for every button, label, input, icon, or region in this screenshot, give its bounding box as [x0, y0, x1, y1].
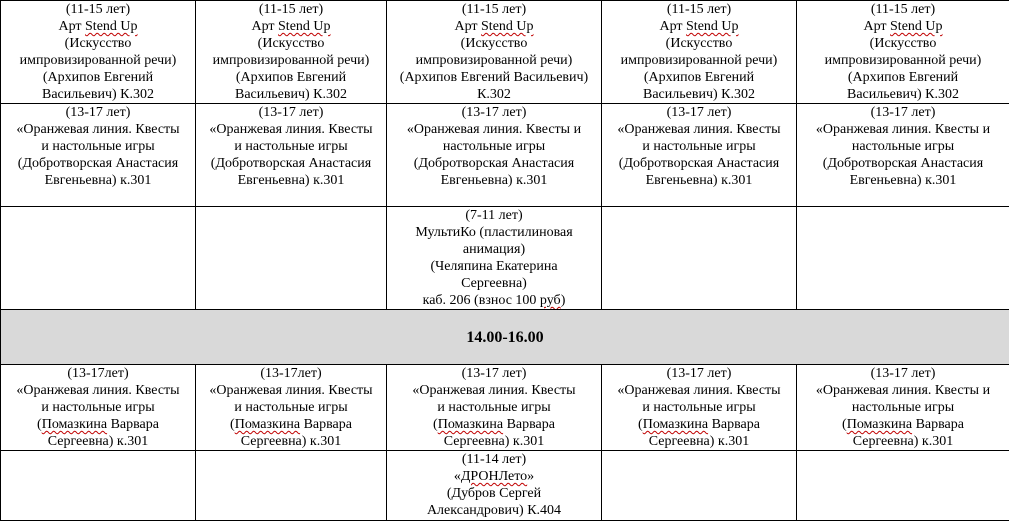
- cell-text-line: Сергеевна): [461, 276, 527, 291]
- cell-text-line: (13-17лет): [260, 366, 322, 381]
- table-row: [1, 365, 1009, 451]
- cell-text-line: Сергеевна) к.301: [47, 434, 149, 449]
- table-cell: [387, 451, 602, 521]
- cell-text-line: импровизированной речи): [19, 53, 177, 68]
- table-cell: [387, 365, 602, 451]
- cell-text-line: и настольные игры: [234, 400, 348, 415]
- cell-text-line: (Искусство: [64, 36, 132, 51]
- cell-text-line: (Архипов Евгений: [235, 70, 347, 85]
- cell-text-line: (Искусство: [257, 36, 325, 51]
- cell-text-line: (Добротворская Анастасия: [822, 156, 984, 171]
- table-cell: [1, 207, 196, 310]
- cell-text-line: Евгеньевна) к.301: [440, 173, 548, 188]
- cell-text-line: (7-11 лет): [465, 208, 523, 223]
- cell-text-line: Сергеевна) к.301: [852, 434, 954, 449]
- table-cell: [196, 451, 387, 521]
- cell-text-line: «Оранжевая линия. Квесты и: [406, 122, 582, 137]
- cell-text-line: «Оранжевая линия. Квесты: [209, 122, 373, 137]
- cell-text-line: (Искусство: [869, 36, 937, 51]
- cell-text-line: и настольные игры: [642, 400, 756, 415]
- table-cell: [797, 104, 1009, 207]
- cell-text-line: «Оранжевая линия. Квесты: [16, 383, 180, 398]
- cell-text-line: «Оранжевая линия. Квесты и: [815, 383, 991, 398]
- cell-text-line: «Оранжевая линия. Квесты: [412, 383, 576, 398]
- time-band-row: [1, 310, 1009, 365]
- table-cell: [797, 207, 1009, 310]
- cell-text-line: (Архипов Евгений Васильевич): [399, 70, 589, 85]
- cell-text-line: (11-15 лет): [258, 2, 324, 17]
- cell-text-line: (13-17 лет): [870, 366, 936, 381]
- cell-text-line: Евгеньевна) к.301: [44, 173, 152, 188]
- cell-text-line: «Оранжевая линия. Квесты: [209, 383, 373, 398]
- cell-text-line: (Архипов Евгений: [42, 70, 154, 85]
- table-cell: [196, 365, 387, 451]
- cell-text-line: импровизированной речи): [415, 53, 573, 68]
- cell-text-line: (13-17 лет): [65, 105, 131, 120]
- cell-text-line: К.302: [477, 87, 511, 102]
- table-cell: [602, 1, 797, 104]
- cell-text-line: (13-17 лет): [461, 105, 527, 120]
- table-cell: [196, 207, 387, 310]
- cell-text-line: анимация): [462, 242, 526, 257]
- cell-text-line: (Добротворская Анастасия: [17, 156, 179, 171]
- cell-text-line: (Помазкина Варвара: [433, 417, 555, 432]
- cell-text-line: «ДРОНЛето»: [453, 469, 535, 484]
- table-cell: [602, 207, 797, 310]
- cell-text-line: и настольные игры: [41, 400, 155, 415]
- cell-text-line: и настольные игры: [642, 139, 756, 154]
- cell-text-line: (11-15 лет): [461, 2, 527, 17]
- cell-text-line: «Оранжевая линия. Квесты: [617, 122, 781, 137]
- cell-text-line: Евгеньевна) к.301: [237, 173, 345, 188]
- cell-text-line: импровизированной речи): [824, 53, 982, 68]
- cell-text-line: МультиКо (пластилиновая: [415, 225, 573, 240]
- cell-text-line: (11-14 лет): [461, 452, 527, 467]
- cell-text-line: и настольные игры: [437, 400, 551, 415]
- table-cell: [1, 365, 196, 451]
- cell-text-line: «Оранжевая линия. Квесты: [16, 122, 180, 137]
- cell-text-line: (Помазкина Варвара: [37, 417, 159, 432]
- table-cell: [602, 451, 797, 521]
- table-cell: [1, 451, 196, 521]
- cell-text-line: и настольные игры: [41, 139, 155, 154]
- table-row: [1, 207, 1009, 310]
- cell-text-line: каб. 206 (взнос 100 руб): [422, 293, 566, 308]
- table-cell: [602, 104, 797, 207]
- cell-text-line: (Добротворская Анастасия: [618, 156, 780, 171]
- cell-text-line: Евгеньевна) к.301: [645, 173, 753, 188]
- cell-text-line: (13-17 лет): [666, 366, 732, 381]
- table-cell: [387, 207, 602, 310]
- cell-text-line: (13-17 лет): [461, 366, 527, 381]
- table-cell: [797, 1, 1009, 104]
- cell-text-line: Арт Stend Up: [251, 19, 331, 34]
- table-row: [1, 451, 1009, 521]
- cell-text-line: настольные игры: [851, 400, 955, 415]
- table-cell: [1, 1, 196, 104]
- cell-text-line: импровизированной речи): [212, 53, 370, 68]
- table-row: [1, 1, 1009, 104]
- table-cell: [387, 104, 602, 207]
- cell-text-line: (13-17лет): [67, 366, 129, 381]
- cell-text-line: Васильевич) К.302: [235, 87, 347, 102]
- table-cell: [1, 104, 196, 207]
- cell-text-line: (13-17 лет): [258, 105, 324, 120]
- cell-text-line: Васильевич) К.302: [643, 87, 755, 102]
- table-cell: [196, 1, 387, 104]
- cell-text-line: импровизированной речи): [620, 53, 778, 68]
- cell-text-line: настольные игры: [851, 139, 955, 154]
- cell-text-line: «Оранжевая линия. Квесты: [617, 383, 781, 398]
- table-cell: [797, 365, 1009, 451]
- cell-text-line: (11-15 лет): [65, 2, 131, 17]
- time-band: 14.00-16.00: [1, 310, 1009, 365]
- cell-text-line: (Челяпина Екатерина: [430, 259, 558, 274]
- cell-text-line: Арт Stend Up: [863, 19, 943, 34]
- cell-text-line: Арт Stend Up: [454, 19, 534, 34]
- cell-text-line: (Архипов Евгений: [847, 70, 959, 85]
- cell-text-line: (Дубров Сергей: [446, 486, 542, 501]
- cell-text-line: Александрович) К.404: [426, 503, 562, 518]
- cell-text-line: (Добротворская Анастасия: [413, 156, 575, 171]
- cell-text-line: настольные игры: [442, 139, 546, 154]
- cell-text-line: (Помазкина Варвара: [638, 417, 760, 432]
- schedule-body-before-break: [1, 1, 1009, 521]
- table-row: [1, 104, 1009, 207]
- cell-text-line: Арт Stend Up: [659, 19, 739, 34]
- cell-text-line: (13-17 лет): [870, 105, 936, 120]
- table-cell: [797, 451, 1009, 521]
- cell-text-line: Сергеевна) к.301: [240, 434, 342, 449]
- cell-text-line: (Помазкина Варвара: [842, 417, 964, 432]
- cell-text-line: Васильевич) К.302: [847, 87, 959, 102]
- cell-text-line: и настольные игры: [234, 139, 348, 154]
- cell-text-line: (Искусство: [665, 36, 733, 51]
- cell-text-line: Арт Stend Up: [58, 19, 138, 34]
- cell-text-line: Сергеевна) к.301: [648, 434, 750, 449]
- cell-text-line: «Оранжевая линия. Квесты и: [815, 122, 991, 137]
- cell-text-line: Васильевич) К.302: [42, 87, 154, 102]
- table-cell: [387, 1, 602, 104]
- cell-text-line: Сергеевна) к.301: [443, 434, 545, 449]
- table-cell: [196, 104, 387, 207]
- cell-text-line: (Помазкина Варвара: [230, 417, 352, 432]
- cell-text-line: (13-17 лет): [666, 105, 732, 120]
- cell-text-line: Евгеньевна) к.301: [849, 173, 957, 188]
- cell-text-line: (11-15 лет): [870, 2, 936, 17]
- table-cell: [602, 365, 797, 451]
- cell-text-line: (Архипов Евгений: [643, 70, 755, 85]
- cell-text-line: (Добротворская Анастасия: [210, 156, 372, 171]
- cell-text-line: (Искусство: [460, 36, 528, 51]
- cell-text-line: (11-15 лет): [666, 2, 732, 17]
